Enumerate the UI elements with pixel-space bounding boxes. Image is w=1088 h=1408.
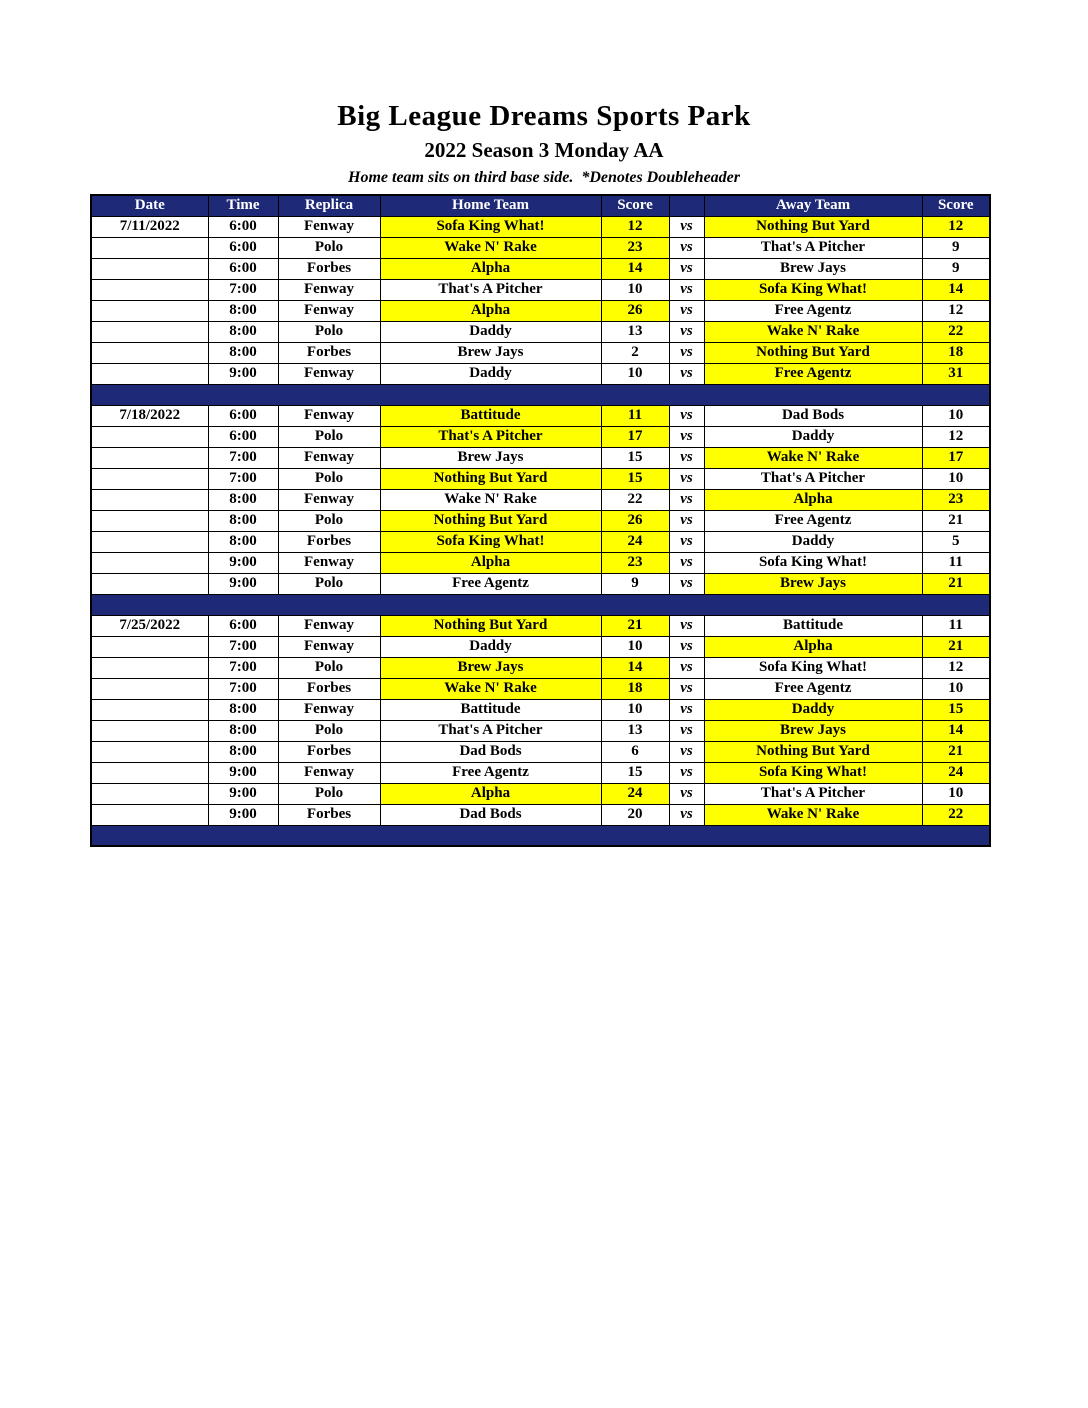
game-row — [91, 342, 990, 363]
away-team-cell: Brew Jays — [704, 573, 922, 594]
date-cell — [91, 657, 208, 678]
time-cell: 7:00 — [208, 657, 278, 678]
away-team-cell: Sofa King What! — [704, 279, 922, 300]
replica-cell: Fenway — [278, 447, 380, 468]
time-cell: 8:00 — [208, 321, 278, 342]
week-separator-row — [91, 594, 990, 615]
vs-cell: vs — [669, 216, 704, 237]
game-row — [91, 426, 990, 447]
away-score-cell: 22 — [922, 321, 990, 342]
date-cell — [91, 321, 208, 342]
away-score-cell: 14 — [922, 279, 990, 300]
date-cell — [91, 468, 208, 489]
vs-cell: vs — [669, 657, 704, 678]
date-cell — [91, 678, 208, 699]
away-score-cell: 11 — [922, 615, 990, 636]
vs-cell: vs — [669, 741, 704, 762]
game-row — [91, 699, 990, 720]
home-score-cell: 10 — [601, 279, 669, 300]
home-team-cell: Sofa King What! — [380, 216, 601, 237]
away-score-cell: 10 — [922, 468, 990, 489]
home-team-cell: Brew Jays — [380, 342, 601, 363]
vs-cell: vs — [669, 510, 704, 531]
replica-cell: Fenway — [278, 636, 380, 657]
date-cell — [91, 636, 208, 657]
vs-cell: vs — [669, 720, 704, 741]
vs-column-header — [669, 195, 704, 216]
vs-cell: vs — [669, 405, 704, 426]
date-cell: 7/18/2022 — [91, 405, 208, 426]
replica-cell: Fenway — [278, 279, 380, 300]
away-score-cell: 21 — [922, 510, 990, 531]
away-team-cell: Daddy — [704, 699, 922, 720]
away-score-cell: 18 — [922, 342, 990, 363]
home-team-cell: Sofa King What! — [380, 531, 601, 552]
vs-cell: vs — [669, 615, 704, 636]
home-score-cell: 15 — [601, 447, 669, 468]
home-team-cell: That's A Pitcher — [380, 426, 601, 447]
away-score-cell: 12 — [922, 216, 990, 237]
time-cell: 8:00 — [208, 720, 278, 741]
home-team-cell: Dad Bods — [380, 741, 601, 762]
away-team-cell: Free Agentz — [704, 678, 922, 699]
away-score-cell: 17 — [922, 447, 990, 468]
home-score-cell: 6 — [601, 741, 669, 762]
away-team-cell: Battitude — [704, 615, 922, 636]
game-row — [91, 552, 990, 573]
page-subtitle: 2022 Season 3 Monday AA — [424, 138, 664, 162]
replica-cell: Fenway — [278, 552, 380, 573]
away-team-cell: Daddy — [704, 426, 922, 447]
time-cell: 6:00 — [208, 258, 278, 279]
home-score-cell: 24 — [601, 531, 669, 552]
vs-cell: vs — [669, 300, 704, 321]
game-row — [91, 300, 990, 321]
week-separator-row — [91, 825, 990, 846]
home-score-cell: 14 — [601, 258, 669, 279]
replica-cell: Fenway — [278, 405, 380, 426]
away-score-cell: 24 — [922, 762, 990, 783]
away-score-cell: 21 — [922, 573, 990, 594]
home-team-cell: Wake N' Rake — [380, 489, 601, 510]
home-score-cell: 22 — [601, 489, 669, 510]
away-team-cell: Free Agentz — [704, 363, 922, 384]
home-team-cell: Nothing But Yard — [380, 468, 601, 489]
vs-cell: vs — [669, 636, 704, 657]
home-score-cell: 11 — [601, 405, 669, 426]
home-score-cell: 2 — [601, 342, 669, 363]
away-score-cell: 23 — [922, 489, 990, 510]
time-cell: 9:00 — [208, 552, 278, 573]
away-team-cell: Brew Jays — [704, 720, 922, 741]
replica-cell: Forbes — [278, 678, 380, 699]
away-team-cell: Nothing But Yard — [704, 216, 922, 237]
vs-cell: vs — [669, 447, 704, 468]
home-team-cell: Daddy — [380, 321, 601, 342]
vs-cell: vs — [669, 237, 704, 258]
game-row — [91, 783, 990, 804]
home-team-cell: Wake N' Rake — [380, 237, 601, 258]
away-team-cell: Sofa King What! — [704, 762, 922, 783]
away-score-cell: 5 — [922, 531, 990, 552]
replica-cell: Polo — [278, 783, 380, 804]
date-cell — [91, 489, 208, 510]
home-team-cell: Battitude — [380, 405, 601, 426]
date-cell — [91, 741, 208, 762]
replica-cell: Fenway — [278, 489, 380, 510]
game-row — [91, 468, 990, 489]
game-row — [91, 678, 990, 699]
home-team-cell: Daddy — [380, 636, 601, 657]
away-score-cell: 22 — [922, 804, 990, 825]
date-cell — [91, 426, 208, 447]
game-row — [91, 510, 990, 531]
date-cell — [91, 573, 208, 594]
time-cell: 7:00 — [208, 636, 278, 657]
home-team-cell: Nothing But Yard — [380, 615, 601, 636]
time-cell: 8:00 — [208, 531, 278, 552]
replica-cell: Forbes — [278, 258, 380, 279]
away-team-cell: Nothing But Yard — [704, 342, 922, 363]
date-column-header: Date — [91, 195, 208, 216]
vs-cell: vs — [669, 489, 704, 510]
home-score-cell: 20 — [601, 804, 669, 825]
time-cell: 6:00 — [208, 237, 278, 258]
away-score-cell: 12 — [922, 300, 990, 321]
time-cell: 6:00 — [208, 405, 278, 426]
game-row — [91, 489, 990, 510]
away-team-cell: Dad Bods — [704, 405, 922, 426]
game-row — [91, 531, 990, 552]
time-cell: 7:00 — [208, 447, 278, 468]
week-separator-band — [91, 384, 990, 405]
game-row — [91, 636, 990, 657]
game-row — [91, 615, 990, 636]
week-separator-band — [91, 825, 990, 846]
home-score-cell: 13 — [601, 720, 669, 741]
date-cell — [91, 300, 208, 321]
time-cell: 9:00 — [208, 363, 278, 384]
date-cell — [91, 720, 208, 741]
away-team-cell: Alpha — [704, 489, 922, 510]
home-team-cell: Free Agentz — [380, 762, 601, 783]
vs-cell: vs — [669, 342, 704, 363]
away-score-cell: 21 — [922, 741, 990, 762]
time-cell: 8:00 — [208, 489, 278, 510]
replica-cell: Polo — [278, 720, 380, 741]
replica-cell: Polo — [278, 573, 380, 594]
away-team-cell: That's A Pitcher — [704, 783, 922, 804]
home-team-cell: Brew Jays — [380, 447, 601, 468]
home-team-column-header: Home Team — [380, 195, 601, 216]
replica-cell: Polo — [278, 426, 380, 447]
away-score-cell: 10 — [922, 783, 990, 804]
away-team-cell: Nothing But Yard — [704, 741, 922, 762]
date-cell — [91, 279, 208, 300]
schedule-table — [90, 194, 991, 847]
game-row — [91, 321, 990, 342]
away-team-cell: Wake N' Rake — [704, 447, 922, 468]
time-cell: 7:00 — [208, 279, 278, 300]
time-cell: 9:00 — [208, 762, 278, 783]
away-score-column-header: Score — [922, 195, 990, 216]
away-team-cell: Wake N' Rake — [704, 321, 922, 342]
date-cell: 7/25/2022 — [91, 615, 208, 636]
week-separator-band — [91, 594, 990, 615]
home-score-cell: 10 — [601, 699, 669, 720]
time-cell: 8:00 — [208, 342, 278, 363]
date-cell: 7/11/2022 — [91, 216, 208, 237]
vs-cell: vs — [669, 321, 704, 342]
away-score-cell: 12 — [922, 426, 990, 447]
date-cell — [91, 342, 208, 363]
date-cell — [91, 762, 208, 783]
home-score-cell: 10 — [601, 636, 669, 657]
replica-cell: Polo — [278, 237, 380, 258]
vs-cell: vs — [669, 678, 704, 699]
away-score-cell: 9 — [922, 258, 990, 279]
game-row — [91, 363, 990, 384]
game-row — [91, 573, 990, 594]
replica-cell: Polo — [278, 321, 380, 342]
away-score-cell: 31 — [922, 363, 990, 384]
date-cell — [91, 804, 208, 825]
page-title: Big League Dreams Sports Park — [337, 100, 751, 132]
time-cell: 8:00 — [208, 510, 278, 531]
game-row — [91, 447, 990, 468]
game-row — [91, 216, 990, 237]
game-row — [91, 741, 990, 762]
vs-cell: vs — [669, 573, 704, 594]
away-score-cell: 12 — [922, 657, 990, 678]
date-cell — [91, 447, 208, 468]
time-cell: 6:00 — [208, 216, 278, 237]
vs-cell: vs — [669, 426, 704, 447]
time-cell: 6:00 — [208, 426, 278, 447]
vs-cell: vs — [669, 783, 704, 804]
vs-cell: vs — [669, 552, 704, 573]
replica-cell: Fenway — [278, 216, 380, 237]
time-cell: 9:00 — [208, 804, 278, 825]
table-header-row — [91, 195, 990, 216]
home-score-cell: 14 — [601, 657, 669, 678]
away-team-cell: That's A Pitcher — [704, 468, 922, 489]
game-row — [91, 804, 990, 825]
home-team-cell: Alpha — [380, 300, 601, 321]
date-cell — [91, 552, 208, 573]
schedule-note: Home team sits on third base side. *Denotes Doubleheader — [348, 169, 740, 186]
away-score-cell: 10 — [922, 678, 990, 699]
replica-cell: Polo — [278, 657, 380, 678]
away-score-cell: 11 — [922, 552, 990, 573]
away-score-cell: 21 — [922, 636, 990, 657]
home-team-cell: Brew Jays — [380, 657, 601, 678]
home-score-cell: 17 — [601, 426, 669, 447]
vs-cell: vs — [669, 258, 704, 279]
game-row — [91, 657, 990, 678]
replica-cell: Forbes — [278, 531, 380, 552]
home-team-cell: Free Agentz — [380, 573, 601, 594]
away-team-cell: Wake N' Rake — [704, 804, 922, 825]
home-score-cell: 15 — [601, 762, 669, 783]
game-row — [91, 762, 990, 783]
replica-cell: Polo — [278, 468, 380, 489]
away-score-cell: 15 — [922, 699, 990, 720]
away-team-column-header: Away Team — [704, 195, 922, 216]
replica-cell: Fenway — [278, 300, 380, 321]
date-cell — [91, 363, 208, 384]
home-team-cell: Battitude — [380, 699, 601, 720]
home-score-cell: 13 — [601, 321, 669, 342]
date-cell — [91, 258, 208, 279]
replica-cell: Fenway — [278, 699, 380, 720]
home-team-cell: That's A Pitcher — [380, 720, 601, 741]
replica-cell: Forbes — [278, 741, 380, 762]
home-score-cell: 21 — [601, 615, 669, 636]
time-cell: 8:00 — [208, 741, 278, 762]
week-separator-row — [91, 384, 990, 405]
home-team-cell: Alpha — [380, 783, 601, 804]
replica-cell: Forbes — [278, 804, 380, 825]
game-row — [91, 405, 990, 426]
time-cell: 7:00 — [208, 468, 278, 489]
home-score-cell: 10 — [601, 363, 669, 384]
time-column-header: Time — [208, 195, 278, 216]
home-team-cell: Alpha — [380, 552, 601, 573]
vs-cell: vs — [669, 468, 704, 489]
vs-cell: vs — [669, 762, 704, 783]
time-cell: 8:00 — [208, 699, 278, 720]
away-team-cell: Sofa King What! — [704, 657, 922, 678]
home-score-cell: 15 — [601, 468, 669, 489]
vs-cell: vs — [669, 531, 704, 552]
home-team-cell: Dad Bods — [380, 804, 601, 825]
replica-cell: Fenway — [278, 615, 380, 636]
date-cell — [91, 510, 208, 531]
date-cell — [91, 237, 208, 258]
vs-cell: vs — [669, 804, 704, 825]
home-team-cell: Alpha — [380, 258, 601, 279]
time-cell: 9:00 — [208, 783, 278, 804]
away-team-cell: Daddy — [704, 531, 922, 552]
home-team-cell: Nothing But Yard — [380, 510, 601, 531]
home-score-cell: 9 — [601, 573, 669, 594]
replica-cell: Fenway — [278, 762, 380, 783]
date-cell — [91, 531, 208, 552]
away-score-cell: 10 — [922, 405, 990, 426]
home-score-cell: 23 — [601, 552, 669, 573]
time-cell: 7:00 — [208, 678, 278, 699]
home-score-cell: 18 — [601, 678, 669, 699]
away-team-cell: Brew Jays — [704, 258, 922, 279]
home-team-cell: Daddy — [380, 363, 601, 384]
away-team-cell: Free Agentz — [704, 300, 922, 321]
home-score-cell: 23 — [601, 237, 669, 258]
date-cell — [91, 783, 208, 804]
away-score-cell: 14 — [922, 720, 990, 741]
away-team-cell: That's A Pitcher — [704, 237, 922, 258]
replica-cell: Polo — [278, 510, 380, 531]
vs-cell: vs — [669, 363, 704, 384]
game-row — [91, 279, 990, 300]
time-cell: 8:00 — [208, 300, 278, 321]
game-row — [91, 258, 990, 279]
home-score-cell: 12 — [601, 216, 669, 237]
home-score-cell: 24 — [601, 783, 669, 804]
time-cell: 9:00 — [208, 573, 278, 594]
replica-column-header: Replica — [278, 195, 380, 216]
away-score-cell: 9 — [922, 237, 990, 258]
home-score-cell: 26 — [601, 510, 669, 531]
home-team-cell: That's A Pitcher — [380, 279, 601, 300]
home-score-cell: 26 — [601, 300, 669, 321]
game-row — [91, 237, 990, 258]
away-team-cell: Alpha — [704, 636, 922, 657]
time-cell: 6:00 — [208, 615, 278, 636]
away-team-cell: Free Agentz — [704, 510, 922, 531]
home-team-cell: Wake N' Rake — [380, 678, 601, 699]
game-row — [91, 720, 990, 741]
replica-cell: Forbes — [278, 342, 380, 363]
replica-cell: Fenway — [278, 363, 380, 384]
vs-cell: vs — [669, 699, 704, 720]
date-cell — [91, 699, 208, 720]
home-score-column-header: Score — [601, 195, 669, 216]
away-team-cell: Sofa King What! — [704, 552, 922, 573]
vs-cell: vs — [669, 279, 704, 300]
